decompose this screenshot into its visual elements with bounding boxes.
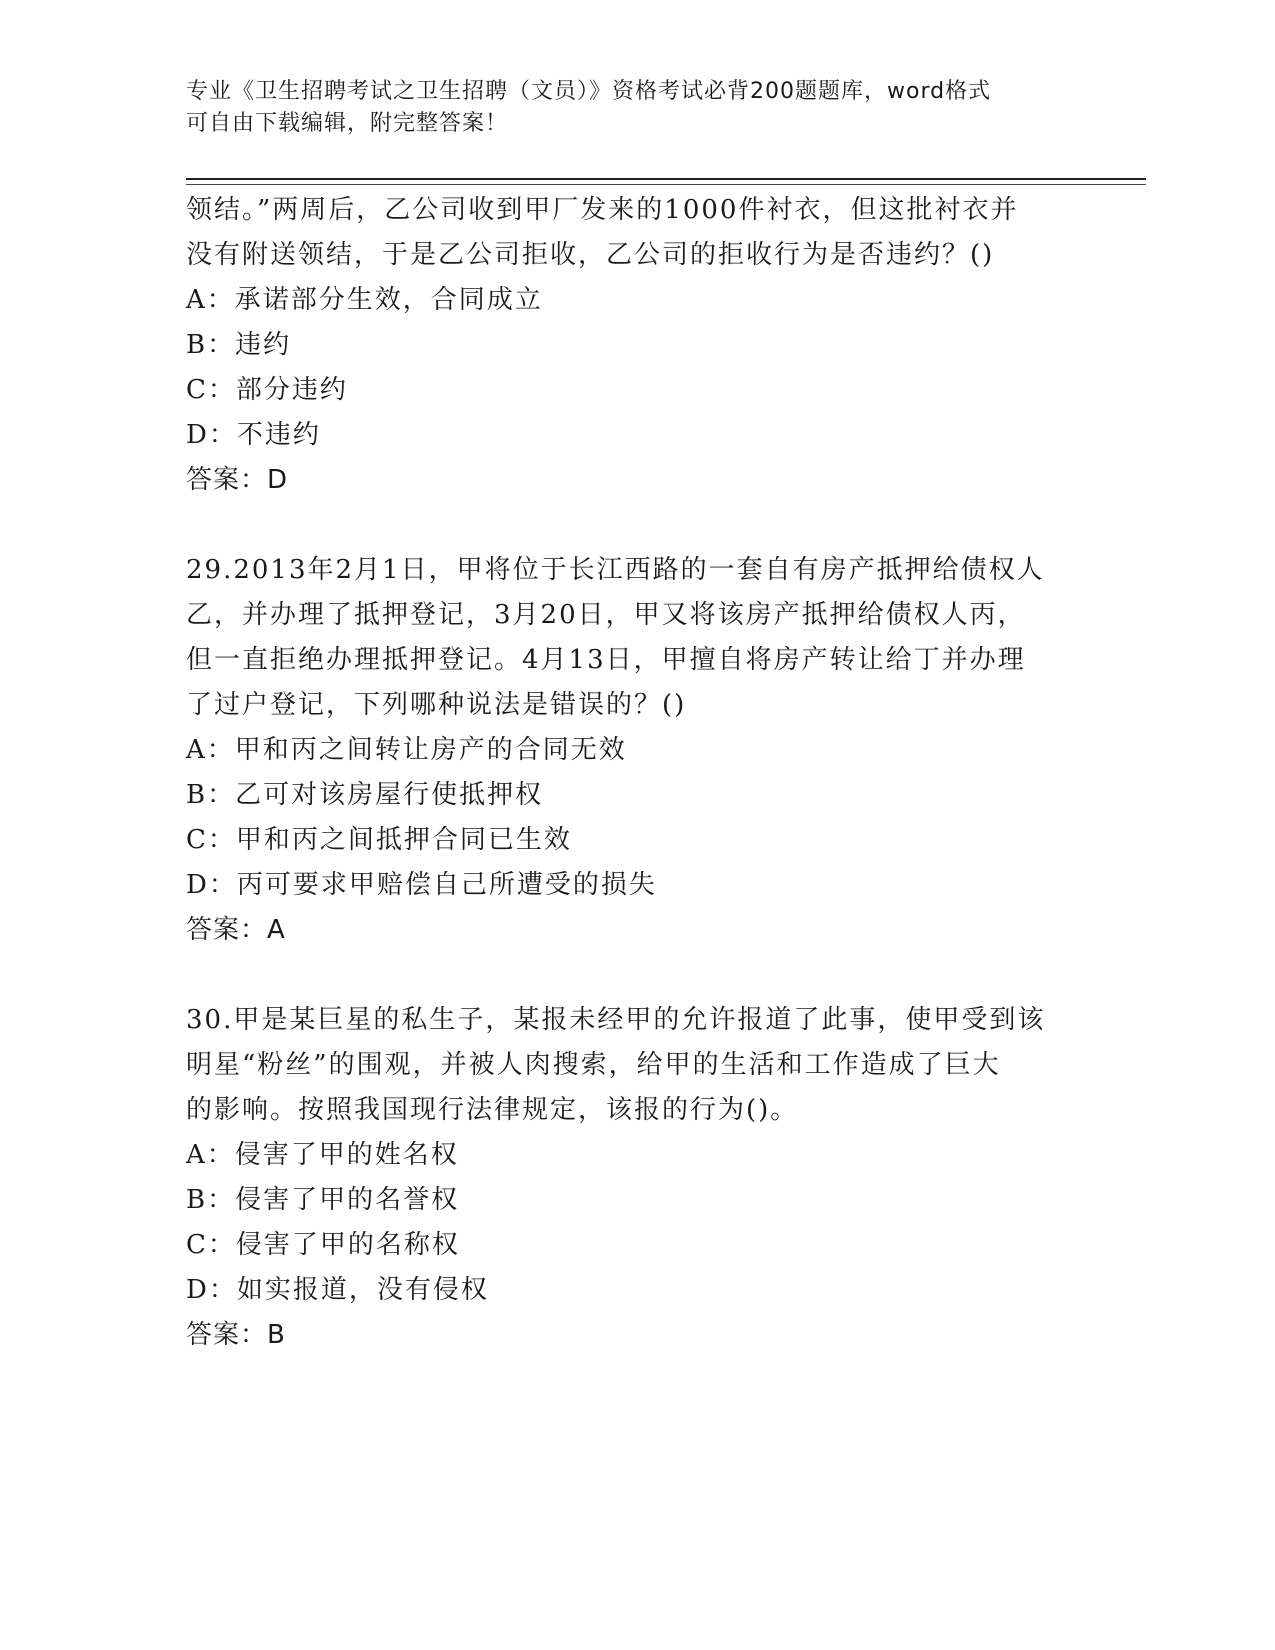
question-stem-line: 了过户登记，下列哪种说法是错误的？() — [186, 690, 687, 720]
question-stem-line: 没有附送领结，于是乙公司拒收，乙公司的拒收行为是否违约？() — [186, 240, 995, 270]
question-stem-line: 但一直拒绝办理抵押登记。4月13日，甲擅自将房产转让给丁并办理 — [186, 645, 1026, 675]
option-d: D：不违约 — [186, 420, 321, 450]
spacer — [186, 953, 1086, 998]
question-stem-line: 领结。”两周后，乙公司收到甲厂发来的1000件衬衣，但这批衬衣并 — [186, 195, 1019, 225]
question-stem-line: 30.甲是某巨星的私生子，某报未经甲的允许报道了此事，使甲受到该 — [186, 1005, 1046, 1035]
spacer — [186, 503, 1086, 548]
option-c: C：侵害了甲的名称权 — [186, 1230, 460, 1260]
header-divider-thin — [186, 184, 1146, 185]
header-title-line-1: 专业《卫生招聘考试之卫生招聘（文员）》资格考试必背200题题库，word格式 — [186, 79, 992, 104]
option-b: B：侵害了甲的名誉权 — [186, 1185, 460, 1215]
answer-line: 答案：A — [186, 915, 286, 945]
option-b: B：乙可对该房屋行使抵押权 — [186, 780, 544, 810]
option-d: D：丙可要求甲赔偿自己所遭受的损失 — [186, 870, 657, 900]
option-c: C：部分违约 — [186, 375, 348, 405]
option-a: A：承诺部分生效，合同成立 — [186, 285, 543, 315]
question-stem-line: 乙，并办理了抵押登记，3月20日，甲又将该房产抵押给债权人丙， — [186, 600, 1026, 630]
page-header — [186, 76, 1086, 140]
question-29 — [186, 548, 1086, 953]
option-d: D：如实报道，没有侵权 — [186, 1275, 489, 1305]
question-list — [186, 188, 1086, 1358]
answer-line: 答案：D — [186, 465, 289, 495]
question-stem-line: 29.2013年2月1日，甲将位于长江西路的一套自有房产抵押给债权人 — [186, 555, 1045, 585]
question-stem-line: 明星“粉丝”的围观，并被人肉搜索，给甲的生活和工作造成了巨大 — [186, 1050, 1001, 1080]
question-30 — [186, 998, 1086, 1358]
header-title-line-2: 可自由下载编辑，附完整答案！ — [186, 111, 509, 136]
answer-line: 答案：B — [186, 1320, 286, 1350]
header-divider-thick — [186, 178, 1146, 180]
option-b: B：违约 — [186, 330, 292, 360]
option-c: C：甲和丙之间抵押合同已生效 — [186, 825, 572, 855]
question-stem-line: 的影响。按照我国现行法律规定，该报的行为()。 — [186, 1095, 799, 1125]
option-a: A：侵害了甲的姓名权 — [186, 1140, 459, 1170]
question-28 — [186, 188, 1086, 503]
option-a: A：甲和丙之间转让房产的合同无效 — [186, 735, 627, 765]
